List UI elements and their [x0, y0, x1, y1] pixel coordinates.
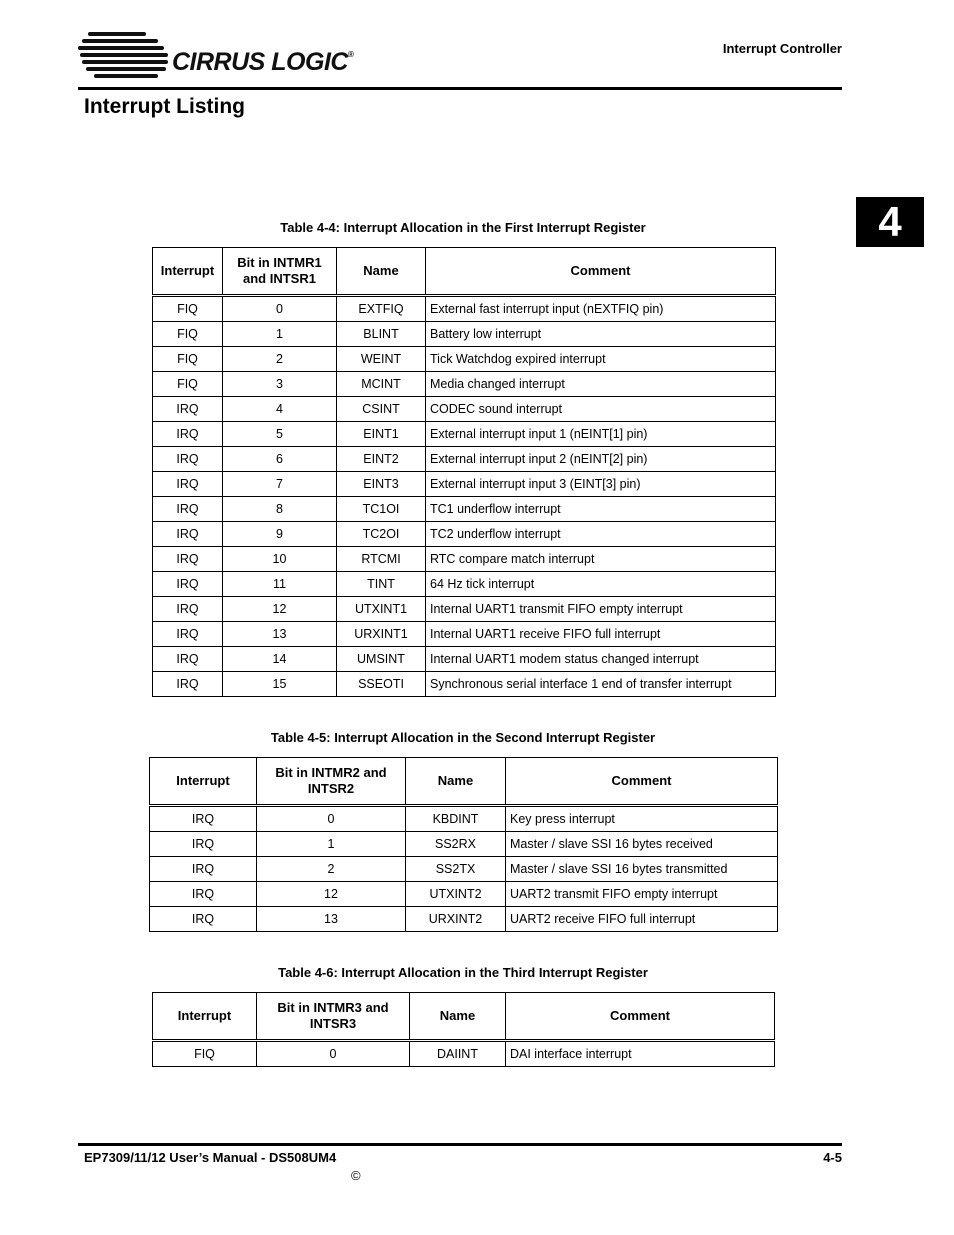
table-cell: IRQ — [153, 647, 223, 672]
table-row — [153, 497, 776, 522]
table-row — [150, 806, 778, 832]
column-header: Name — [337, 248, 426, 296]
table-row — [153, 522, 776, 547]
table-cell: 4 — [223, 397, 337, 422]
column-header: Interrupt — [150, 758, 257, 806]
table-cell: External interrupt input 1 (nEINT[1] pin) — [426, 422, 776, 447]
table-cell: RTC compare match interrupt — [426, 547, 776, 572]
header-divider — [78, 87, 842, 90]
table-cell: DAIINT — [410, 1041, 506, 1067]
page-title: Interrupt Listing — [84, 95, 245, 118]
table-cell: Synchronous serial interface 1 end of transfer interrupt — [426, 672, 776, 697]
table-cell: CSINT — [337, 397, 426, 422]
logo-swoosh-icon — [78, 28, 178, 84]
table-cell: 0 — [223, 296, 337, 322]
table-cell: Tick Watchdog expired interrupt — [426, 347, 776, 372]
table-cell: Master / slave SSI 16 bytes received — [506, 832, 778, 857]
table-row — [153, 347, 776, 372]
table-cell: FIQ — [153, 372, 223, 397]
table-cell: IRQ — [153, 522, 223, 547]
footer-page-number: 4-5 — [823, 1150, 842, 1165]
table-cell: IRQ — [153, 447, 223, 472]
table-cell: IRQ — [153, 497, 223, 522]
table-4-5 — [149, 757, 778, 932]
footer-divider — [78, 1143, 842, 1146]
table-cell: Internal UART1 modem status changed interrupt — [426, 647, 776, 672]
table-cell: 2 — [223, 347, 337, 372]
table-4-6-caption: Table 4-6: Interrupt Allocation in the Third Interrupt Register — [278, 965, 648, 980]
table-cell: TINT — [337, 572, 426, 597]
table-cell: WEINT — [337, 347, 426, 372]
table-row — [153, 672, 776, 697]
table-header-row — [150, 758, 778, 806]
table-cell: 13 — [257, 907, 406, 932]
table-cell: 3 — [223, 372, 337, 397]
column-header: Bit in INTMR3 and INTSR3 — [257, 993, 410, 1041]
table-cell: External fast interrupt input (nEXTFIQ pin) — [426, 296, 776, 322]
table-cell: UTXINT1 — [337, 597, 426, 622]
table-4-4-caption: Table 4-4: Interrupt Allocation in the First Interrupt Register — [280, 220, 646, 235]
table-cell: IRQ — [150, 907, 257, 932]
table-cell: EINT1 — [337, 422, 426, 447]
table-cell: External interrupt input 3 (EINT[3] pin) — [426, 472, 776, 497]
table-header-row — [153, 248, 776, 296]
column-header: Comment — [426, 248, 776, 296]
column-header: Interrupt — [153, 248, 223, 296]
table-cell: TC2 underflow interrupt — [426, 522, 776, 547]
table-cell: SSEOTI — [337, 672, 426, 697]
table-cell: KBDINT — [406, 806, 506, 832]
table-4-4 — [152, 247, 776, 697]
table-row — [153, 422, 776, 447]
table-4-6 — [152, 992, 775, 1067]
column-header: Name — [410, 993, 506, 1041]
chapter-tab: 4 — [856, 197, 924, 247]
table-row — [153, 372, 776, 397]
table-cell: 9 — [223, 522, 337, 547]
table-row — [153, 597, 776, 622]
footer-manual-title: EP7309/11/12 User’s Manual - DS508UM4 — [84, 1150, 337, 1165]
column-header: Interrupt — [153, 993, 257, 1041]
table-cell: FIQ — [153, 1041, 257, 1067]
table-cell: 11 — [223, 572, 337, 597]
table-cell: 7 — [223, 472, 337, 497]
table-cell: Media changed interrupt — [426, 372, 776, 397]
table-body — [150, 806, 778, 932]
table-cell: IRQ — [150, 882, 257, 907]
table-cell: TC1OI — [337, 497, 426, 522]
table-cell: CODEC sound interrupt — [426, 397, 776, 422]
table-cell: Battery low interrupt — [426, 322, 776, 347]
table-cell: 12 — [223, 597, 337, 622]
table-cell: 1 — [257, 832, 406, 857]
table-row — [150, 882, 778, 907]
table-cell: IRQ — [153, 397, 223, 422]
table-cell: 15 — [223, 672, 337, 697]
table-cell: 10 — [223, 547, 337, 572]
table-cell: SS2RX — [406, 832, 506, 857]
table-body — [153, 296, 776, 697]
table-row — [150, 907, 778, 932]
column-header: Comment — [506, 993, 775, 1041]
table-body — [153, 1041, 775, 1067]
logo-wordmark: CIRRUS LOGIC® — [172, 48, 354, 76]
table-row — [153, 447, 776, 472]
table-cell: URXINT1 — [337, 622, 426, 647]
table-row — [153, 322, 776, 347]
table-cell: External interrupt input 2 (nEINT[2] pin) — [426, 447, 776, 472]
table-row — [153, 622, 776, 647]
column-header: Name — [406, 758, 506, 806]
table-cell: 1 — [223, 322, 337, 347]
table-cell: Internal UART1 receive FIFO full interrupt — [426, 622, 776, 647]
table-cell: RTCMI — [337, 547, 426, 572]
table-cell: 5 — [223, 422, 337, 447]
table-cell: IRQ — [153, 572, 223, 597]
table-cell: 12 — [257, 882, 406, 907]
table-cell: Key press interrupt — [506, 806, 778, 832]
footer-copyright: © — [351, 1168, 361, 1183]
table-cell: 64 Hz tick interrupt — [426, 572, 776, 597]
table-row — [153, 647, 776, 672]
table-cell: 6 — [223, 447, 337, 472]
table-cell: UART2 receive FIFO full interrupt — [506, 907, 778, 932]
table-cell: 0 — [257, 806, 406, 832]
table-cell: FIQ — [153, 322, 223, 347]
table-cell: UTXINT2 — [406, 882, 506, 907]
table-cell: 8 — [223, 497, 337, 522]
table-cell: EXTFIQ — [337, 296, 426, 322]
table-cell: IRQ — [153, 622, 223, 647]
column-header: Comment — [506, 758, 778, 806]
table-cell: TC1 underflow interrupt — [426, 497, 776, 522]
table-row — [150, 857, 778, 882]
table-cell: TC2OI — [337, 522, 426, 547]
cirrus-logic-logo — [78, 28, 354, 84]
table-cell: IRQ — [150, 806, 257, 832]
table-header-row — [153, 993, 775, 1041]
table-cell: UMSINT — [337, 647, 426, 672]
table-cell: IRQ — [153, 472, 223, 497]
table-cell: SS2TX — [406, 857, 506, 882]
table-cell: 14 — [223, 647, 337, 672]
table-row — [153, 1041, 775, 1067]
table-row — [153, 472, 776, 497]
table-cell: 0 — [257, 1041, 410, 1067]
table-cell: DAI interface interrupt — [506, 1041, 775, 1067]
section-label: Interrupt Controller — [722, 41, 842, 56]
table-cell: IRQ — [150, 832, 257, 857]
table-4-5-caption: Table 4-5: Interrupt Allocation in the Second Interrupt Register — [270, 730, 656, 745]
table-cell: Master / slave SSI 16 bytes transmitted — [506, 857, 778, 882]
table-cell: UART2 transmit FIFO empty interrupt — [506, 882, 778, 907]
table-cell: FIQ — [153, 347, 223, 372]
table-cell: EINT2 — [337, 447, 426, 472]
table-cell: EINT3 — [337, 472, 426, 497]
table-cell: IRQ — [153, 672, 223, 697]
table-row — [153, 397, 776, 422]
column-header: Bit in INTMR1 and INTSR1 — [223, 248, 337, 296]
table-row — [153, 572, 776, 597]
table-cell: BLINT — [337, 322, 426, 347]
table-cell: FIQ — [153, 296, 223, 322]
table-cell: 2 — [257, 857, 406, 882]
table-row — [150, 832, 778, 857]
table-cell: IRQ — [153, 547, 223, 572]
table-cell: 13 — [223, 622, 337, 647]
table-cell: Internal UART1 transmit FIFO empty interrupt — [426, 597, 776, 622]
table-row — [153, 296, 776, 322]
table-cell: IRQ — [153, 422, 223, 447]
table-cell: URXINT2 — [406, 907, 506, 932]
table-cell: IRQ — [150, 857, 257, 882]
table-cell: IRQ — [153, 597, 223, 622]
column-header: Bit in INTMR2 and INTSR2 — [257, 758, 406, 806]
table-row — [153, 547, 776, 572]
table-cell: MCINT — [337, 372, 426, 397]
